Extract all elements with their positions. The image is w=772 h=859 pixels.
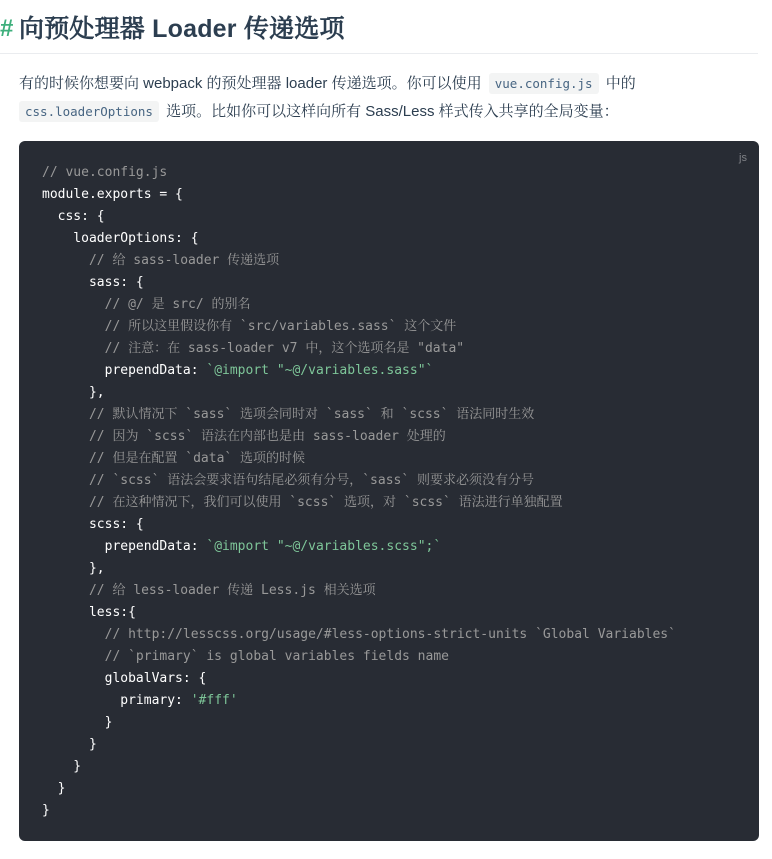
code-token-plain: prependData:: [42, 363, 207, 378]
code-line: [42, 404, 759, 426]
code-token-comment: // 因为 `scss` 语法在内部也是由 sass-loader 处理的: [42, 429, 446, 444]
code-line: [42, 162, 759, 184]
code-token-comment: // 默认情况下 `sass` 选项会同时对 `sass` 和 `scss` 语法同时生效: [42, 407, 535, 422]
code-token-plain: primary:: [42, 693, 191, 708]
code-block: [19, 141, 759, 841]
code-token-comment: // 但是在配置 `data` 选项的时候: [42, 451, 306, 466]
code-line: [42, 712, 759, 734]
code-token-plain: }: [42, 803, 50, 818]
code-line: [42, 360, 759, 382]
code-token-plain: },: [42, 385, 105, 400]
code-line: [42, 800, 759, 822]
paragraph-text: 选项。比如你可以这样向所有 Sass/Less 样式传入共享的全局变量：: [166, 103, 619, 120]
code-token-plain: loaderOptions: {: [42, 231, 199, 246]
code-line: [42, 690, 759, 712]
paragraph-text: 中的: [605, 75, 636, 92]
code-token-plain: globalVars: {: [42, 671, 207, 686]
code-token-string: `@import "~@/variables.sass"`: [206, 363, 434, 378]
heading-title: 向预处理器 Loader 传递选项: [19, 15, 345, 43]
code-line: [42, 382, 759, 404]
code-line: [42, 558, 759, 580]
code-token-plain: scss: {: [42, 517, 144, 532]
code-token-comment: // 注意：在 sass-loader v7 中，这个选项名是 "data": [42, 341, 465, 356]
code-line: [42, 536, 759, 558]
code-lines: [42, 162, 759, 822]
code-token-plain: css: {: [42, 209, 105, 224]
code-line: [42, 668, 759, 690]
code-line: [42, 514, 759, 536]
code-line: [42, 778, 759, 800]
code-line: [42, 756, 759, 778]
code-token-string: `@import "~@/variables.scss";`: [206, 539, 442, 554]
code-token-comment: // @/ 是 src/ 的别名: [42, 297, 251, 312]
paragraph-text: 有的时候你想要向 webpack 的预处理器 loader 传递选项。你可以使用: [19, 75, 482, 92]
code-token-plain: }: [42, 759, 82, 774]
code-token-comment: // vue.config.js: [42, 165, 168, 180]
code-line: [42, 426, 759, 448]
code-line: [42, 492, 759, 514]
code-token-comment: // `primary` is global variables fields name: [42, 649, 449, 664]
code-token-comment: // 在这种情况下，我们可以使用 `scss` 选项，对 `scss` 语法进行单独配置: [42, 495, 563, 510]
code-token-plain: }: [42, 781, 66, 796]
code-token-plain: less:{: [42, 605, 136, 620]
code-line: [42, 294, 759, 316]
code-token-comment: // 所以这里假设你有 `src/variables.sass` 这个文件: [42, 319, 457, 334]
code-token-plain: },: [42, 561, 105, 576]
code-line: [42, 228, 759, 250]
code-line: [42, 250, 759, 272]
code-line: [42, 624, 759, 646]
inline-code-loader-options: css.loaderOptions: [19, 101, 159, 122]
code-line: [42, 646, 759, 668]
code-token-plain: }: [42, 715, 113, 730]
code-token-plain: module.exports = {: [42, 187, 183, 202]
code-line: [42, 602, 759, 624]
code-token-plain: sass: {: [42, 275, 144, 290]
code-line: [42, 206, 759, 228]
header-anchor-link[interactable]: #: [0, 15, 14, 42]
code-token-string: '#fff': [190, 693, 238, 708]
code-line: [42, 448, 759, 470]
code-line: [42, 580, 759, 602]
code-language-label: js: [739, 152, 747, 164]
code-line: [42, 184, 759, 206]
code-token-comment: // 给 sass-loader 传递选项: [42, 253, 280, 268]
code-token-plain: prependData:: [42, 539, 207, 554]
code-line: [42, 272, 759, 294]
code-line: [42, 338, 759, 360]
code-token-plain: }: [42, 737, 97, 752]
code-token-comment: // http://lesscss.org/usage/#less-options-strict-units `Global Variables`: [42, 627, 676, 642]
code-token-comment: // `scss` 语法会要求语句结尾必须有分号，`sass` 则要求必须没有分号: [42, 473, 535, 488]
description-paragraph: [19, 70, 759, 126]
code-line: [42, 316, 759, 338]
code-line: [42, 734, 759, 756]
inline-code-vue-config: vue.config.js: [489, 73, 599, 94]
section-heading: [0, 14, 758, 54]
code-token-comment: // 给 less-loader 传递 Less.js 相关选项: [42, 583, 376, 598]
code-line: [42, 470, 759, 492]
